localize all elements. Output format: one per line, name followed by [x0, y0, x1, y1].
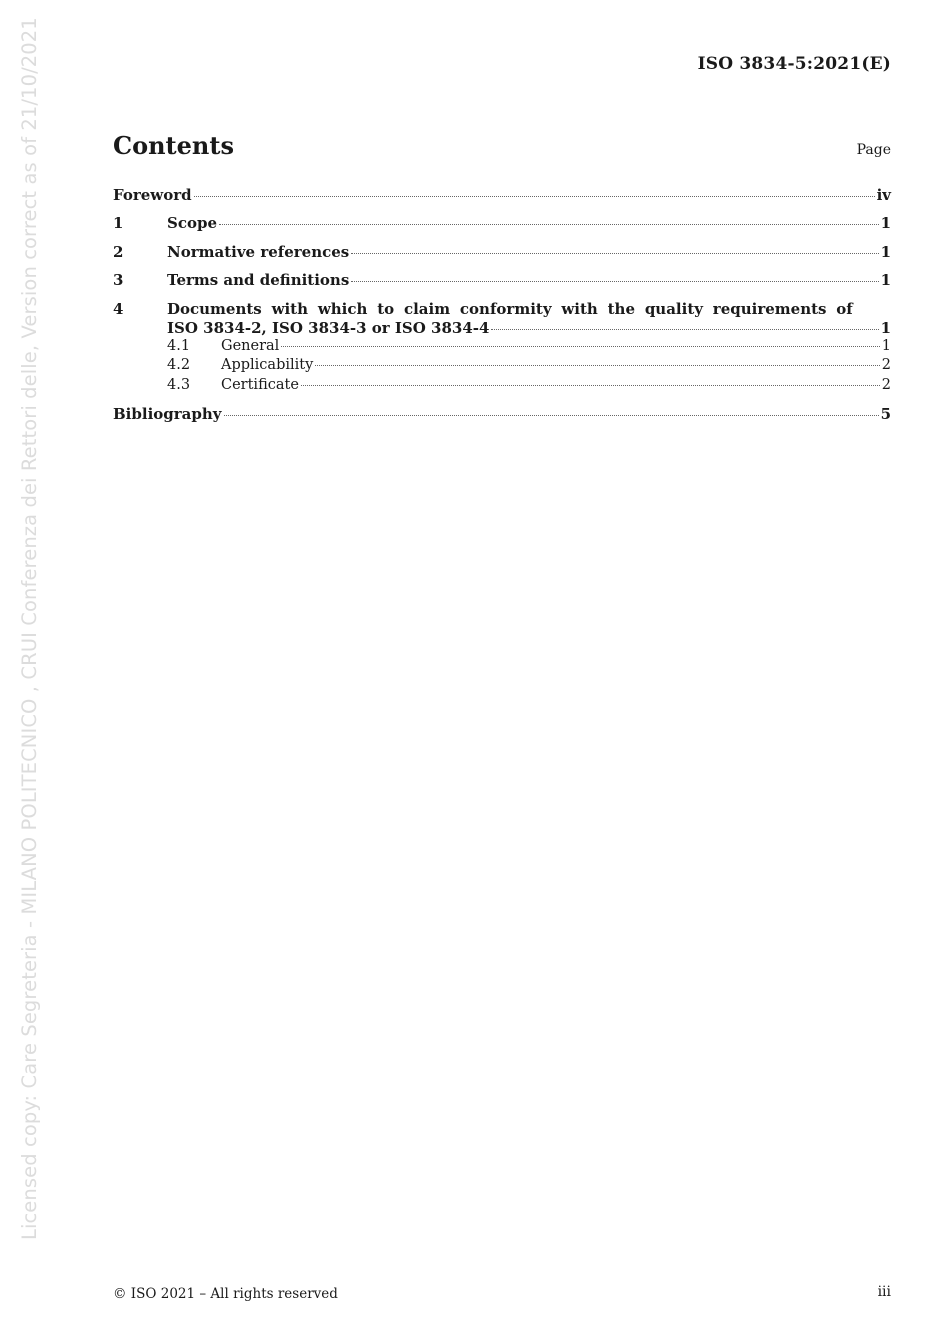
- document-id: ISO 3834-5:2021(E): [697, 54, 891, 74]
- toc-entry-page: 1: [880, 271, 891, 289]
- toc-entry-foreword[interactable]: [113, 186, 891, 206]
- copyright-notice: © ISO 2021 – All rights reserved: [113, 1286, 338, 1302]
- dot-leader: [491, 328, 878, 330]
- dot-leader: [194, 195, 875, 197]
- page-title: Contents: [113, 131, 234, 160]
- toc-entry-title: Terms and definitions: [167, 271, 350, 289]
- toc-entry-page: 1: [880, 214, 891, 232]
- toc-entry-number: 4.2: [167, 357, 191, 373]
- toc-entry-title-line1: Documents with which to claim conformity with the quality requirements of: [167, 300, 853, 318]
- toc-entry-page: 1: [880, 243, 891, 261]
- toc-entry-page: 1: [881, 338, 891, 354]
- page-number: iii: [877, 1284, 891, 1300]
- toc-entry-scope[interactable]: [113, 214, 891, 234]
- toc-entry-title: Scope: [167, 214, 218, 232]
- toc-entry-title: Applicability: [221, 357, 314, 373]
- toc-entry-number: 4.1: [167, 338, 191, 354]
- toc-entry-general[interactable]: [113, 338, 891, 358]
- license-watermark: Licensed copy: Care Segreteria - MILANO POLITECNICO , CRUI Conferenza dei Rettori delle, Version correct as of 21/10/2021: [18, 17, 41, 1240]
- dot-leader: [281, 345, 879, 347]
- toc-entry-page: 2: [881, 357, 891, 373]
- toc-entry-certificate[interactable]: [113, 377, 891, 397]
- page-column-label: Page: [856, 142, 891, 158]
- toc-entry-title: Foreword: [113, 186, 192, 204]
- dot-leader: [351, 252, 878, 254]
- toc-entry-title-line2: ISO 3834-2, ISO 3834-3 or ISO 3834-4: [167, 319, 490, 337]
- toc-entry-title: General: [221, 338, 280, 354]
- toc-entry-number: 4.3: [167, 377, 191, 393]
- toc-entry-page: 5: [880, 405, 891, 423]
- toc-entry-number: 3: [113, 271, 124, 289]
- dot-leader: [219, 223, 879, 225]
- dot-leader: [315, 364, 879, 366]
- toc-entry-number: 1: [113, 214, 124, 232]
- toc-entry-bibliography[interactable]: [113, 405, 891, 425]
- toc-entry-applicability[interactable]: [113, 357, 891, 377]
- toc-entry-page: 1: [880, 319, 891, 337]
- toc-entry-number: 4: [113, 300, 124, 318]
- dot-leader: [224, 414, 879, 416]
- dot-leader: [351, 280, 878, 282]
- toc-entry-title: Bibliography: [113, 405, 222, 423]
- toc-entry-title: Normative references: [167, 243, 350, 261]
- toc-entry-title: Certificate: [221, 377, 299, 393]
- toc-entry-number: 2: [113, 243, 124, 261]
- toc-entry-page: iv: [876, 186, 891, 204]
- toc-entry-normative-references[interactable]: [113, 243, 891, 263]
- toc-entry-terms-and-definitions[interactable]: [113, 271, 891, 291]
- toc-entry-page: 2: [881, 377, 891, 393]
- dot-leader: [301, 384, 880, 386]
